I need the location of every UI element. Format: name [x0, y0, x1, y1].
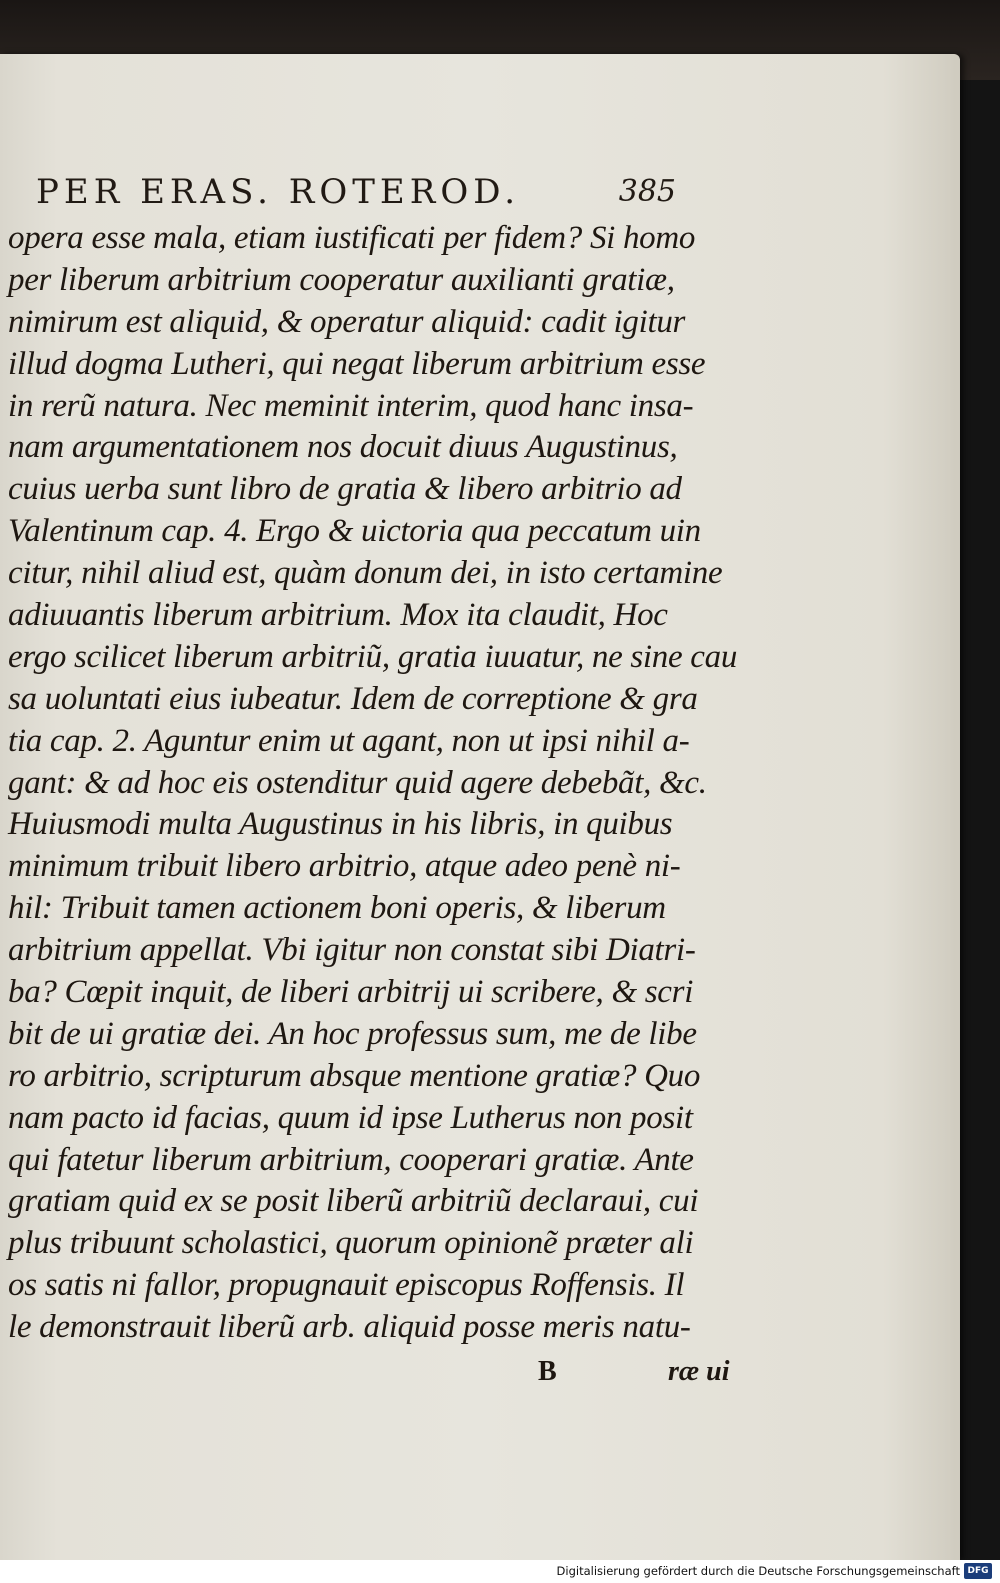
- text-line: nam argumentationem nos docuit diuus Augustinus,: [8, 429, 678, 466]
- catchword: ræ ui: [668, 1356, 730, 1387]
- main-text-block: [8, 218, 738, 1349]
- text-line: citur, nihil aliud est, quàm donum dei, in isto certamine: [8, 555, 723, 592]
- text-line: Huiusmodi multa Augustinus in his libris, in quibus: [8, 806, 673, 843]
- text-line: le demonstrauit liberũ arb. aliquid posse meris natu-: [8, 1309, 691, 1346]
- dfg-logo: DFG: [964, 1563, 992, 1579]
- running-head-title: PER ERAS. ROTEROD.: [36, 172, 521, 212]
- text-line: bit de ui gratiæ dei. An hoc professus sum, me de libe: [8, 1015, 697, 1052]
- page-number: 385: [618, 174, 676, 209]
- text-line: minimum tribuit libero arbitrio, atque adeo penè ni-: [8, 848, 681, 885]
- text-line: in rerũ natura. Nec meminit interim, quod hanc insa-: [8, 387, 694, 424]
- text-line: opera esse mala, etiam iustificati per fidem? Si homo: [8, 220, 696, 256]
- text-line: cuius uerba sunt libro de gratia & libero arbitrio ad: [8, 471, 682, 508]
- text-line: ro arbitrio, scripturum absque mentione gratiæ? Quo: [8, 1057, 701, 1094]
- text-line: gratiam quid ex se posit liberũ arbitriũ declaraui, cui: [8, 1183, 699, 1220]
- signature-mark: B: [538, 1356, 557, 1387]
- text-line: sa uoluntati eius iubeatur. Idem de correptione & gra: [8, 680, 698, 717]
- text-line: Valentinum cap. 4. Ergo & uictoria qua peccatum uin: [8, 513, 701, 550]
- text-line: per liberum arbitrium cooperatur auxilianti gratiæ,: [8, 261, 675, 298]
- text-line: tia cap. 2. Aguntur enim ut agant, non ut ipsi nihil a-: [8, 722, 690, 759]
- text-line: nam pacto id facias, quum id ipse Lutherus non posit: [8, 1099, 693, 1136]
- text-line: arbitrium appellat. Vbi igitur non constat sibi Diatri-: [8, 932, 696, 969]
- text-line: illud dogma Lutheri, qui negat liberum arbitrium esse: [8, 345, 706, 382]
- text-line: hil: Tribuit tamen actionem boni operis, & liberum: [8, 890, 666, 927]
- footer-bar: [0, 1560, 1000, 1583]
- text-line: ba? Cœpit inquit, de liberi arbitrij ui scribere, & scri: [8, 974, 694, 1011]
- text-line: adiuuantis liberum arbitrium. Mox ita claudit, Hoc: [8, 597, 668, 634]
- text-line: os satis ni fallor, propugnauit episcopus Roffensis. Il: [8, 1267, 685, 1304]
- text-line: ergo scilicet liberum arbitriũ, gratia iuuatur, ne sine cau: [8, 638, 738, 675]
- text-line: nimirum est aliquid, & operatur aliquid: cadit igitur: [8, 303, 686, 340]
- text-line: gant: & ad hoc eis ostenditur quid agere debebãt, &c.: [8, 764, 707, 801]
- funding-credit: Digitalisierung gefördert durch die Deutsche Forschungsgemeinschaft: [556, 1564, 960, 1578]
- text-line: plus tribuunt scholastici, quorum opinionẽ præter ali: [8, 1225, 694, 1262]
- text-line: qui fatetur liberum arbitrium, cooperari gratiæ. Ante: [8, 1141, 694, 1178]
- running-head: [36, 172, 676, 222]
